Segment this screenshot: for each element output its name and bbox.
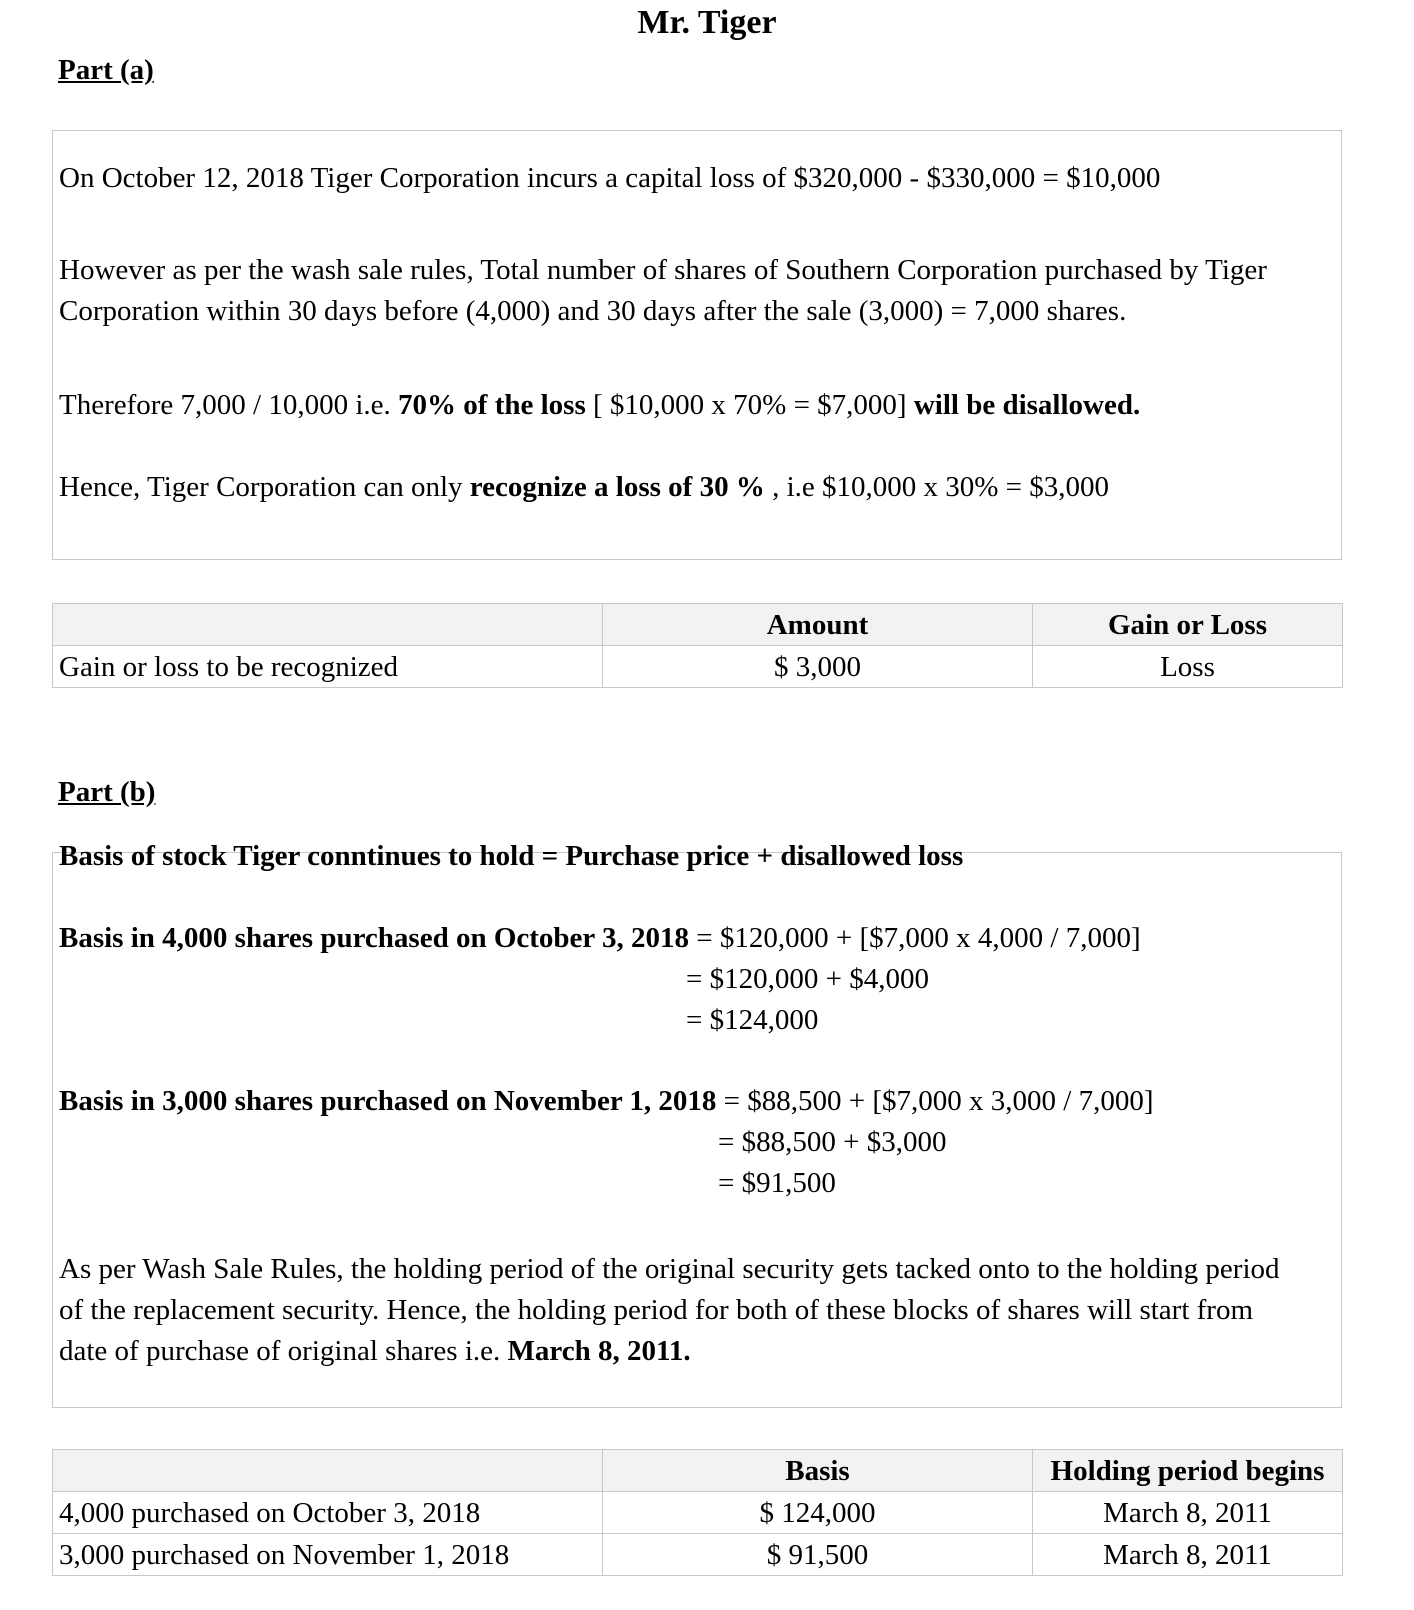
table-header-row — [53, 604, 1343, 646]
row-gain-or-loss: Loss — [1033, 646, 1343, 688]
disallowed-line-pre: Therefore 7,000 / 10,000 i.e. — [59, 389, 399, 421]
capital-loss-line: On October 12, 2018 Tiger Corporation incurs a capital loss of $320,000 - $330,000 = $10,000 — [59, 162, 1161, 194]
wash-sale-line-2: Corporation within 30 days before (4,000) and 30 days after the sale (3,000) = 7,000 shares. — [59, 295, 1127, 327]
row-holding-period: March 8, 2011 — [1033, 1534, 1343, 1576]
part-b-heading: Part (b) — [58, 776, 156, 808]
row-label: 4,000 purchased on October 3, 2018 — [53, 1492, 603, 1534]
row-label: Gain or loss to be recognized — [53, 646, 603, 688]
wash-sale-line-1: However as per the wash sale rules, Total number of shares of Southern Corporation purchased by Tiger — [59, 254, 1267, 286]
basis-3000-step3: = $91,500 — [718, 1167, 836, 1199]
recognized-percent: recognize a loss of 30 % — [469, 471, 765, 503]
basis-4000-line — [59, 920, 1141, 956]
table-header-row — [53, 1450, 1343, 1492]
recognized-line — [59, 469, 1109, 505]
holding-period-line-3 — [59, 1333, 691, 1369]
basis-4000-step2: = $120,000 + $4,000 — [686, 963, 929, 995]
basis-3000-step2: = $88,500 + $3,000 — [718, 1126, 947, 1158]
disallowed-label: will be disallowed. — [913, 389, 1141, 421]
recognized-line-pre: Hence, Tiger Corporation can only — [59, 471, 470, 503]
basis-4000-calc: = $120,000 + [$7,000 x 4,000 / 7,000] — [689, 922, 1141, 954]
table-header-amount: Amount — [603, 604, 1033, 646]
part-b-table — [52, 1449, 1343, 1576]
basis-formula-text: Basis of stock Tiger conntinues to hold = Purchase price + disallowed loss — [59, 840, 964, 872]
basis-3000-label: Basis in 3,000 shares purchased on November 1, 2018 — [59, 1085, 717, 1117]
table-header-gain-or-loss: Gain or Loss — [1033, 604, 1343, 646]
basis-formula — [59, 838, 963, 874]
part-b-explanation-box — [52, 840, 1342, 1408]
recognized-calc: , i.e $10,000 x 30% = $3,000 — [764, 471, 1110, 503]
table-header-holding-period: Holding period begins — [1033, 1450, 1343, 1492]
holding-period-line-1: As per Wash Sale Rules, the holding period of the original security gets tacked onto to the holding period — [59, 1253, 1280, 1285]
table-row — [53, 646, 1343, 688]
row-label: 3,000 purchased on November 1, 2018 — [53, 1534, 603, 1576]
basis-4000-step3: = $124,000 — [686, 1004, 819, 1036]
row-amount: $ 3,000 — [603, 646, 1033, 688]
row-basis: $ 91,500 — [603, 1534, 1033, 1576]
row-basis: $ 124,000 — [603, 1492, 1033, 1534]
row-holding-period: March 8, 2011 — [1033, 1492, 1343, 1534]
table-row — [53, 1534, 1343, 1576]
part-a-explanation-box — [52, 130, 1342, 560]
disallowed-line — [59, 387, 1140, 423]
basis-3000-line — [59, 1083, 1154, 1119]
holding-period-pre: date of purchase of original shares i.e. — [59, 1335, 508, 1367]
table-header-cell — [53, 604, 603, 646]
basis-3000-calc: = $88,500 + [$7,000 x 3,000 / 7,000] — [716, 1085, 1154, 1117]
table-row — [53, 1492, 1343, 1534]
part-a-table — [52, 603, 1343, 688]
table-header-basis: Basis — [603, 1450, 1033, 1492]
holding-period-line-2: of the replacement security. Hence, the holding period for both of these blocks of shares will start from — [59, 1294, 1253, 1326]
disallowed-calc: [ $10,000 x 70% = $7,000] — [585, 389, 914, 421]
basis-4000-label: Basis in 4,000 shares purchased on October 3, 2018 — [59, 922, 690, 954]
table-header-cell — [53, 1450, 603, 1492]
page-title: Mr. Tiger — [637, 4, 777, 41]
disallowed-percent: 70% of the loss — [398, 389, 586, 421]
part-a-heading: Part (a) — [58, 54, 154, 86]
holding-period-date: March 8, 2011. — [507, 1335, 691, 1367]
